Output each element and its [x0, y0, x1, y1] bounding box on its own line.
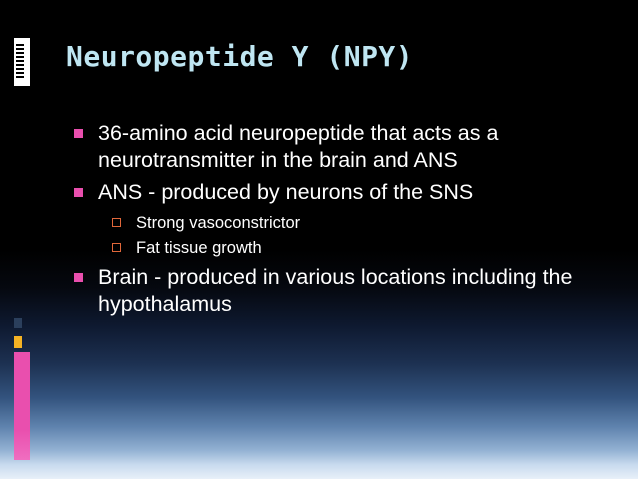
bullet-text: ANS - produced by neurons of the SNS	[98, 180, 474, 204]
sub-bullet-text: Fat tissue growth	[136, 239, 262, 257]
bullet-item	[62, 179, 618, 206]
sub-bullet-text: Strong vasoconstrictor	[136, 214, 301, 232]
rail-orange-square	[14, 336, 22, 348]
bullet-item	[62, 120, 618, 174]
square-bullet-icon	[74, 273, 83, 282]
sub-bullet-item	[62, 236, 618, 261]
square-bullet-icon	[74, 188, 83, 197]
rail-dark-square	[14, 318, 22, 328]
rail-pink-bar	[14, 352, 30, 460]
left-decorative-rail	[0, 0, 30, 479]
sub-bullet-item	[62, 211, 618, 236]
rail-hatch-pattern	[16, 44, 24, 80]
slide-body	[62, 120, 618, 323]
bullet-text: Brain - produced in various locations including the hypothalamus	[98, 265, 573, 316]
bullet-text: 36-amino acid neuropeptide that acts as a neurotransmitter in the brain and ANS	[98, 121, 499, 172]
hollow-square-bullet-icon	[112, 243, 121, 252]
square-bullet-icon	[74, 129, 83, 138]
hollow-square-bullet-icon	[112, 218, 121, 227]
slide-title: Neuropeptide Y (NPY)	[66, 40, 414, 73]
bullet-item	[62, 264, 618, 318]
